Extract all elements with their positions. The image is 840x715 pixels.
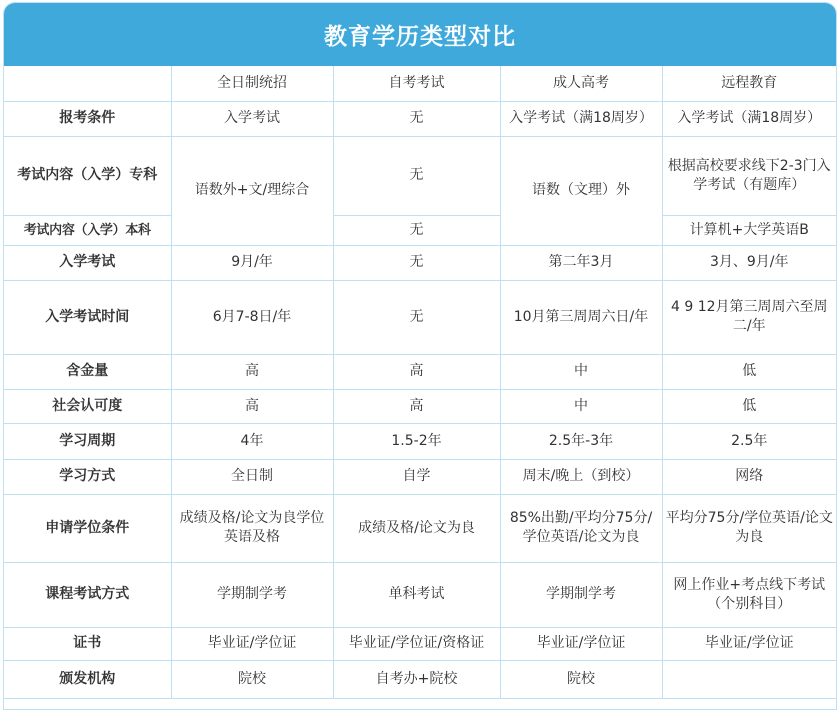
table-cell: 网络 [662, 459, 836, 494]
table-cell: 高 [171, 354, 333, 389]
table-cell: 6月7-8日/年 [171, 280, 333, 354]
table-cell: 4 9 12月第三周周六至周二/年 [662, 280, 836, 354]
table-cell: 第二年3月 [500, 245, 662, 280]
table-cell: 自考办+院校 [333, 660, 500, 698]
row-header: 考试内容（入学）专科 [4, 136, 171, 215]
table-row [4, 136, 836, 215]
table-cell: 中 [500, 389, 662, 423]
table-header-row [4, 66, 836, 101]
table-row [4, 494, 836, 562]
table-cell: 全日制 [171, 459, 333, 494]
table-cell: 成绩及格/论文为良 [333, 494, 500, 562]
table-cell: 学期制学考 [500, 562, 662, 627]
table-cell: 自学 [333, 459, 500, 494]
table-row [4, 660, 836, 698]
table-cell: 无 [333, 280, 500, 354]
table-cell: 单科考试 [333, 562, 500, 627]
table-cell: 高 [333, 389, 500, 423]
column-header-fulltime: 全日制统招 [171, 66, 333, 101]
table-cell: 语数（文理）外 [500, 136, 662, 245]
column-header-distance: 远程教育 [662, 66, 836, 101]
comparison-table [4, 66, 836, 699]
row-header: 证书 [4, 627, 171, 660]
table-cell: 1.5-2年 [333, 423, 500, 459]
table-cell: 学期制学考 [171, 562, 333, 627]
table-row [4, 562, 836, 627]
table-row [4, 389, 836, 423]
table-cell: 低 [662, 354, 836, 389]
table-cell: 高 [333, 354, 500, 389]
table-cell: 入学考试（满18周岁） [500, 101, 662, 136]
row-header: 颁发机构 [4, 660, 171, 698]
row-header: 考试内容（入学）本科 [4, 215, 171, 245]
table-row [4, 280, 836, 354]
table-cell: 无 [333, 245, 500, 280]
table-cell: 毕业证/学位证 [500, 627, 662, 660]
table-row [4, 215, 836, 245]
column-header-self-study: 自考考试 [333, 66, 500, 101]
table-cell: 3月、9月/年 [662, 245, 836, 280]
row-header: 学习方式 [4, 459, 171, 494]
table-cell: 根据高校要求线下2-3门入学考试（有题库） [662, 136, 836, 215]
table-row [4, 101, 836, 136]
row-header: 社会认可度 [4, 389, 171, 423]
table-cell: 毕业证/学位证/资格证 [333, 627, 500, 660]
table-cell: 无 [333, 101, 500, 136]
table-cell: 院校 [171, 660, 333, 698]
table-cell: 计算机+大学英语B [662, 215, 836, 245]
table-cell: 高 [171, 389, 333, 423]
row-header: 入学考试时间 [4, 280, 171, 354]
table-cell: 毕业证/学位证 [171, 627, 333, 660]
table-cell: 9月/年 [171, 245, 333, 280]
row-header: 报考条件 [4, 101, 171, 136]
table-cell: 网上作业+考点线下考试（个别科目） [662, 562, 836, 627]
row-header: 含金量 [4, 354, 171, 389]
row-header: 课程考试方式 [4, 562, 171, 627]
row-header: 学习周期 [4, 423, 171, 459]
table-cell: 毕业证/学位证 [662, 627, 836, 660]
table-cell: 85%出勤/平均分75分/学位英语/论文为良 [500, 494, 662, 562]
column-header-adult-exam: 成人高考 [500, 66, 662, 101]
table-cell: 10月第三周周六日/年 [500, 280, 662, 354]
table-corner [4, 66, 171, 101]
table-cell: 无 [333, 215, 500, 245]
table-cell: 无 [333, 136, 500, 215]
table-cell: 低 [662, 389, 836, 423]
table-cell: 成绩及格/论文为良学位英语及格 [171, 494, 333, 562]
row-header: 入学考试 [4, 245, 171, 280]
row-header: 申请学位条件 [4, 494, 171, 562]
table-cell: 4年 [171, 423, 333, 459]
table-row [4, 354, 836, 389]
table-row [4, 423, 836, 459]
table-row [4, 459, 836, 494]
table-row [4, 245, 836, 280]
table-cell: 平均分75分/学位英语/论文为良 [662, 494, 836, 562]
table-cell: 周末/晚上（到校） [500, 459, 662, 494]
table-row [4, 627, 836, 660]
table-cell: 入学考试（满18周岁） [662, 101, 836, 136]
comparison-panel [3, 2, 837, 710]
table-cell: 中 [500, 354, 662, 389]
table-cell [662, 660, 836, 698]
table-cell: 语数外+文/理综合 [171, 136, 333, 245]
table-cell: 2.5年-3年 [500, 423, 662, 459]
table-cell: 入学考试 [171, 101, 333, 136]
table-cell: 2.5年 [662, 423, 836, 459]
table-cell: 院校 [500, 660, 662, 698]
panel-title: 教育学历类型对比 [4, 3, 836, 66]
